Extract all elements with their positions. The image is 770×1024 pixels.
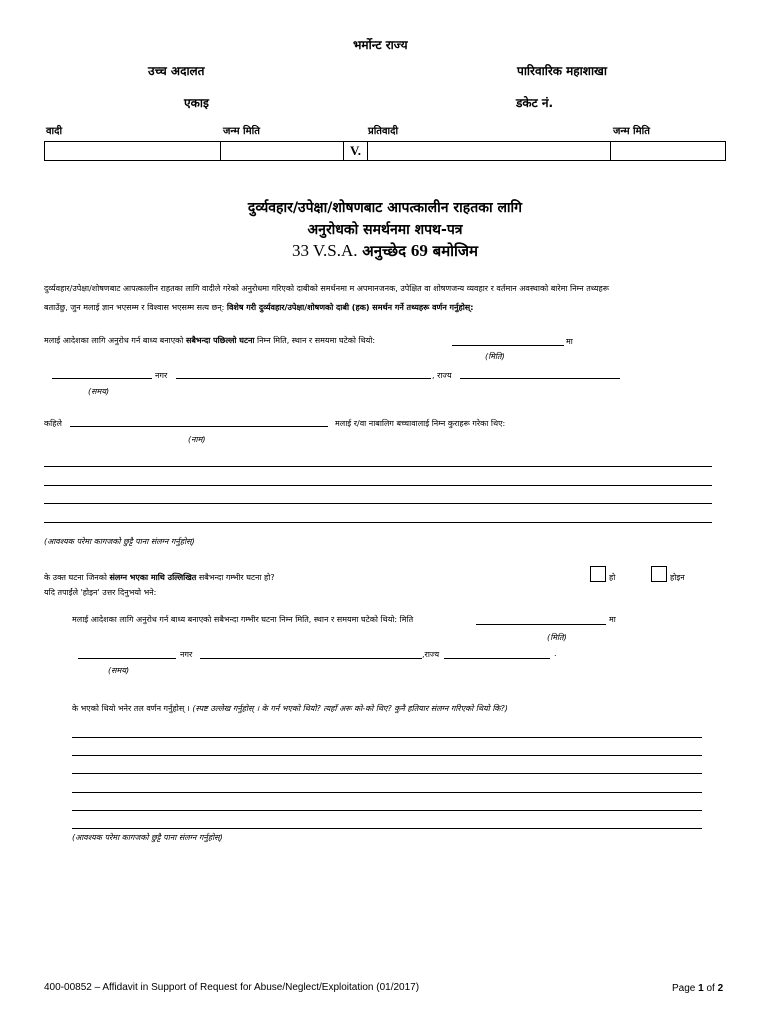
plaintiff-dob-label: जन्म मिति — [223, 126, 260, 137]
incident1-text-after: निम्न मिति, स्थान र समयमा घटेको थियो: — [257, 336, 376, 345]
intro-line-2 — [44, 302, 473, 313]
incident2-description-line-1[interactable] — [72, 737, 702, 738]
statute-ref: 33 V.S.A. — [291, 241, 358, 260]
incident1-time-hint: (समय) — [88, 387, 110, 396]
title-line-2: अनुरोधको समर्थनमा शपथ-पत्र — [307, 222, 463, 238]
incident2-sentence: मलाई आदेशका लागि अनुरोध गर्न बाध्य बनाएको सबैभन्दा गम्भीर घटना निम्न मिति, स्थान र समयमा घटेको थियो: मिति — [72, 615, 414, 624]
incident1-time-field[interactable] — [52, 378, 152, 379]
question-sentence — [44, 572, 275, 583]
page-total: 2 — [717, 983, 724, 994]
incident1-date-field[interactable] — [452, 345, 564, 346]
incident2-description-line-2[interactable] — [72, 755, 702, 756]
incident2-date-field[interactable] — [476, 624, 606, 625]
incident1-state-label: , राज्य — [432, 371, 452, 380]
division-heading: पारिवारिक महाशाखा — [517, 64, 607, 78]
incident1-sentence — [44, 335, 375, 346]
incident2-describe-hint: (स्पष्ट उल्लेख गर्नुहोस् । के गर्न भएको थियो? त्यहाँ अरू को-को थिए? कुनै हतियार संलग्न गरिएको थियो कि?) — [192, 704, 508, 713]
defendant-label: प्रतिवादी — [368, 126, 399, 137]
incident1-city-label: नगर — [155, 371, 168, 380]
incident1-description-line-1[interactable] — [44, 466, 712, 467]
plaintiff-dob-field[interactable] — [221, 142, 344, 161]
incident2-describe — [72, 703, 508, 714]
incident2-description-line-4[interactable] — [72, 792, 702, 793]
plaintiff-field[interactable] — [45, 142, 221, 161]
incident1-where-label: कहिले — [44, 419, 62, 428]
intro-line-2-bold: विशेष गरी दुर्व्यवहार/उपेक्षा/शोषणको दाबी (हक) समर्थन गर्ने तथ्यहरू वर्णन गर्नुहोस्: — [226, 303, 474, 312]
plaintiff-label: वादी — [46, 126, 63, 137]
court-heading: उच्च अदालत — [148, 64, 205, 78]
section-number: 69 — [410, 241, 428, 260]
versus-label: V. — [344, 142, 368, 161]
incident2-city-label: नगर — [180, 650, 193, 659]
incident2-description-line-6[interactable] — [72, 828, 702, 829]
incident1-attach-note: (आवश्यक परेमा कागजको छुट्टै पाना संलग्न गर्नुहोस्) — [44, 537, 195, 546]
defendant-field[interactable] — [368, 142, 611, 161]
page-number: 1 — [698, 983, 704, 994]
incident1-city-field[interactable] — [176, 378, 431, 379]
intro-line-1: दुर्व्यवहार/उपेक्षा/शोषणबाट आपत्कालीन राहतका लागि वादीले गरेको अनुरोधमा गरिएको दाबीको समर्थनमा म अपमानजनक, उपेक्षित वा शोषणजन्य व्यवहार र वर्तमान अवस्थाको बारेमा निम्न तथ्यहरू — [44, 284, 609, 293]
incident1-description-line-4[interactable] — [44, 522, 712, 523]
defendant-dob-field[interactable] — [611, 142, 726, 161]
incident2-attach-note: (आवश्यक परेमा कागजको छुट्टै पाना संलग्न गर्नुहोस्) — [72, 833, 223, 842]
according-word: बमोजिम — [432, 242, 479, 260]
title-line-3 — [0, 241, 770, 261]
incident1-who-text: मलाई र/वा नाबालिग बच्चावालाई निम्न कुराहरू गरेका थिए: — [335, 419, 506, 428]
incident1-who-field[interactable] — [70, 426, 328, 427]
parties-table — [44, 141, 726, 161]
incident2-time-hint: (समय) — [108, 666, 130, 675]
incident2-describe-plain: के भएको थियो भनेर तल वर्णन गर्नुहोस् । — [72, 704, 190, 713]
yes-checkbox[interactable] — [590, 566, 606, 582]
title-line-1: दुर्व्यवहार/उपेक्षा/शोषणबाट आपत्कालीन राहतका लागि — [247, 200, 523, 216]
defendant-dob-label: जन्म मिति — [613, 126, 650, 137]
incident2-date-hint: (मिति) — [547, 633, 567, 642]
page-prefix: Page — [672, 983, 696, 994]
incident2-city-field[interactable] — [200, 658, 422, 659]
incident1-text-bold: सबैभन्दा पछिल्लो घटना — [185, 336, 255, 345]
incident1-state-field[interactable] — [460, 378, 620, 379]
page-indicator — [672, 983, 723, 994]
if-no-text: यदि तपाईंले 'होइन' उत्तर दिनुभयो भने: — [44, 588, 157, 597]
incident1-date-hint: (मिति) — [485, 352, 505, 361]
section-word: अनुच्छेद — [362, 242, 407, 260]
incident2-time-field[interactable] — [78, 658, 176, 659]
incident2-state-label: ,राज्य — [422, 650, 440, 659]
incident2-description-line-3[interactable] — [72, 773, 702, 774]
question-text-after: सबैभन्दा गम्भीर घटना हो? — [198, 573, 275, 582]
state-heading: भर्मोन्ट राज्य — [353, 38, 408, 52]
no-label: होइन — [670, 573, 685, 582]
incident1-name-hint: (नाम) — [188, 435, 206, 444]
unit-label: एकाइ — [184, 96, 209, 110]
yes-label: हो — [609, 573, 616, 582]
intro-line-2-plain: बताउँछु, जुन मलाई ज्ञान भएसम्म र विश्वास भएसम्म सत्य छन्: — [44, 303, 225, 312]
incident2-state-field[interactable] — [444, 658, 550, 659]
form-id: 400-00852 – Affidavit in Support of Request for Abuse/Neglect/Exploitation (01/2017) — [44, 982, 420, 993]
incident1-text-before: मलाई आदेशका लागि अनुरोध गर्न बाध्य बनाएको — [44, 336, 184, 345]
no-checkbox[interactable] — [651, 566, 667, 582]
question-text-bold: संलग्न भएका माथि उल्लिखित — [109, 573, 197, 582]
incident2-date-suffix: मा — [609, 615, 616, 624]
page-of: of — [706, 983, 715, 994]
docket-label: डकेट नं. — [516, 96, 554, 110]
incident1-description-line-3[interactable] — [44, 503, 712, 504]
incident1-description-line-2[interactable] — [44, 485, 712, 486]
incident2-description-line-5[interactable] — [72, 810, 702, 811]
incident1-date-suffix: मा — [566, 337, 573, 346]
question-text-before: के उक्त घटना जिनको — [44, 573, 107, 582]
